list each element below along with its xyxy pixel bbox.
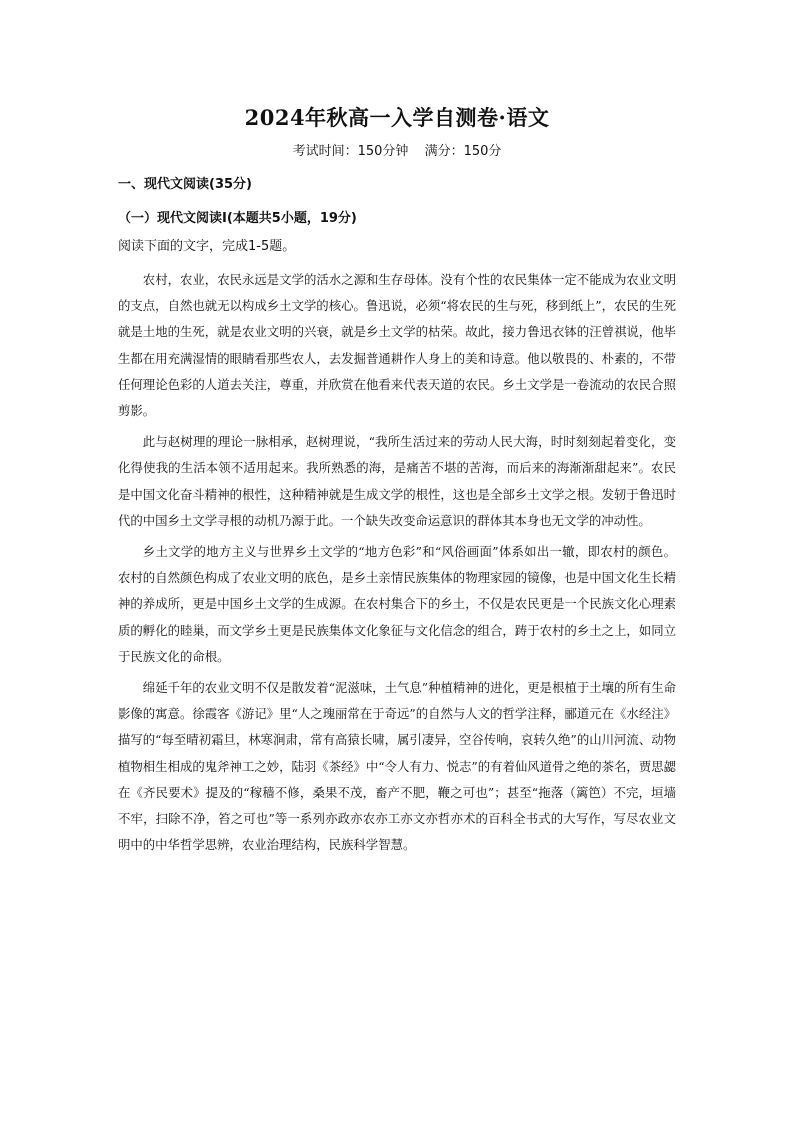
reading-instruction: 阅读下面的文字，完成1-5题。: [118, 239, 296, 254]
passage-paragraph-2: 此与赵树理的理论一脉相承，赵树理说，“我所生活过来的劳动人民大海，时时刻刻起着变化，变化得使我的生活本领不适用起来。我所熟悉的海，是痛苦不堪的苦海，而后来的海渐渐甜起来”。农民是中国文化奋斗精神的根性，这种精神就是生成文学的根性，这也是全部乡土文学之根。发轫于鲁迅时代的中国乡土文学寻根的动机乃源于此。一个缺失改变命运意识的群体其本身也无文学的冲动性。: [118, 434, 676, 528]
exam-score: 满分：150分: [424, 144, 502, 159]
section-heading: 一、现代文阅读(35分): [118, 177, 252, 192]
passage-paragraph-4: 绵延千年的农业文明不仅是散发着“泥滋味，土气息”种植精神的进化，更是根植于土壤的所有生命影像的寓意。徐霞客《游记》里“人之瑰丽常在于奇远”的自然与人文的哲学注释，郦道元在《水经注》描写的“每至晴初霜旦，林寒涧肃，常有高猿长啸，属引凄异，空谷传响，哀转久绝”的山川河流、动物植物相生相成的鬼斧神工之妙，陆羽《茶经》中“令人有力、悦志”的有着仙风道骨之绝的茶名，贾思勰在《齐民要术》提及的“稼穑不修，桑果不茂，畜产不肥，鞭之可也”；甚至“拖落（篱笆）不完，垣墙不牢，扫除不净，笞之可也”等一系列亦政亦农亦工亦文亦哲亦术的百科全书式的大写作，写尽农业文明中的中华哲学思辨，农业治理结构，民族科学智慧。: [118, 680, 676, 853]
passage-paragraph-1: 农村，农业，农民永远是文学的活水之源和生存母体。没有个性的农民集体一定不能成为农业文明的支点，自然也就无以构成乡土文学的核心。鲁迅说，必须“将农民的生与死，移到纸上”，农民的生死就是土地的生死，就是农业文明的兴衰，就是乡土文学的枯荣。故此，接力鲁迅衣钵的汪曾祺说，他毕生都在用充满湿情的眼睛看那些农人，去发掘普通耕作人身上的美和诗意。他以敬畏的、朴素的，不带任何理论色彩的人道去关注，尊重，并欣赏在他看来代表天道的农民。乡土文学是一卷流动的农民合照剪影。: [118, 272, 676, 419]
passage-paragraph-3: 乡土文学的地方主义与世界乡土文学的“地方色彩”和“风俗画面”体系如出一辙，即农村的颜色。农村的自然颜色构成了农业文明的底色，是乡土亲情民族集体的物理家园的镜像，也是中国文化生长精神的养成所，更是中国乡土文学的生成源。在农村集合下的乡土，不仅是农民更是一个民族文化心理素质的孵化的睦巢，而文学乡土更是民族集体文化象征与文化信念的组合，踌于农村的乡土之上，如同立于民族文化的命根。: [118, 544, 676, 664]
exam-title: 2024年秋高一入学自测卷·语文: [244, 105, 550, 130]
section-subheading: （一）现代文阅读Ⅰ(本题共5小题，19分): [118, 211, 357, 226]
exam-time: 考试时间：150分钟: [292, 144, 409, 159]
exam-info: [118, 140, 676, 164]
